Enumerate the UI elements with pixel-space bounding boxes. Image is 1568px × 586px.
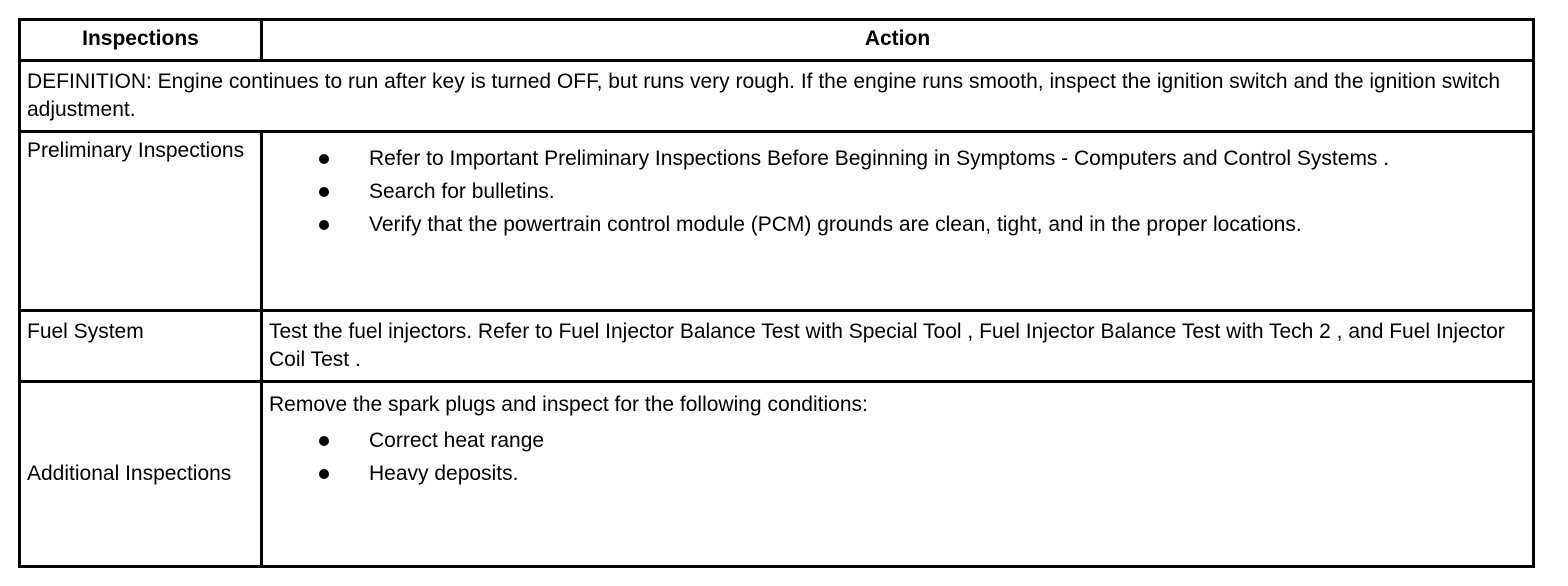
list-item — [269, 145, 1526, 173]
row-label-additional: Additional Inspections — [20, 382, 262, 567]
list-item-text: Verify that the powertrain control module (PCM) grounds are clean, tight, and in the proper locations. — [369, 213, 1302, 236]
row-action-additional — [262, 382, 1534, 567]
bullet-icon — [319, 154, 329, 164]
table-row — [20, 382, 1534, 567]
bullet-list — [269, 145, 1526, 239]
list-item-text: Search for bulletins. — [369, 180, 555, 203]
bullet-icon — [319, 187, 329, 197]
bullet-list — [269, 427, 1526, 488]
row-label-fuel-system: Fuel System — [20, 311, 262, 382]
bullet-icon — [319, 220, 329, 230]
additional-intro: Remove the spark plugs and inspect for the following conditions: — [269, 393, 868, 416]
bullet-icon — [319, 436, 329, 446]
table-row — [20, 132, 1534, 311]
row-action-preliminary — [262, 132, 1534, 311]
definition-text: DEFINITION: Engine continues to run after key is turned OFF, but runs very rough. If the engine runs smooth, inspect the ignition switch and the ignition switch adjustment. — [20, 61, 1534, 132]
inspection-table — [18, 18, 1535, 568]
table-row — [20, 311, 1534, 382]
header-action: Action — [262, 20, 1534, 61]
row-label-preliminary: Preliminary Inspections — [20, 132, 262, 311]
list-item — [269, 460, 1526, 488]
list-item — [269, 178, 1526, 206]
list-item — [269, 427, 1526, 455]
row-action-fuel-system: Test the fuel injectors. Refer to Fuel Injector Balance Test with Special Tool , Fuel Injector Balance Test with Tech 2 , and Fuel Injector Coil Test . — [262, 311, 1534, 382]
list-item-text: Correct heat range — [369, 429, 545, 452]
header-row — [20, 20, 1534, 61]
list-item-text: Heavy deposits. — [369, 462, 519, 485]
header-inspections: Inspections — [20, 20, 262, 61]
bullet-icon — [319, 469, 329, 479]
list-item — [269, 211, 1526, 239]
definition-row — [20, 61, 1534, 132]
list-item-text: Refer to Important Preliminary Inspections Before Beginning in Symptoms - Computers and Control Systems . — [369, 147, 1390, 170]
